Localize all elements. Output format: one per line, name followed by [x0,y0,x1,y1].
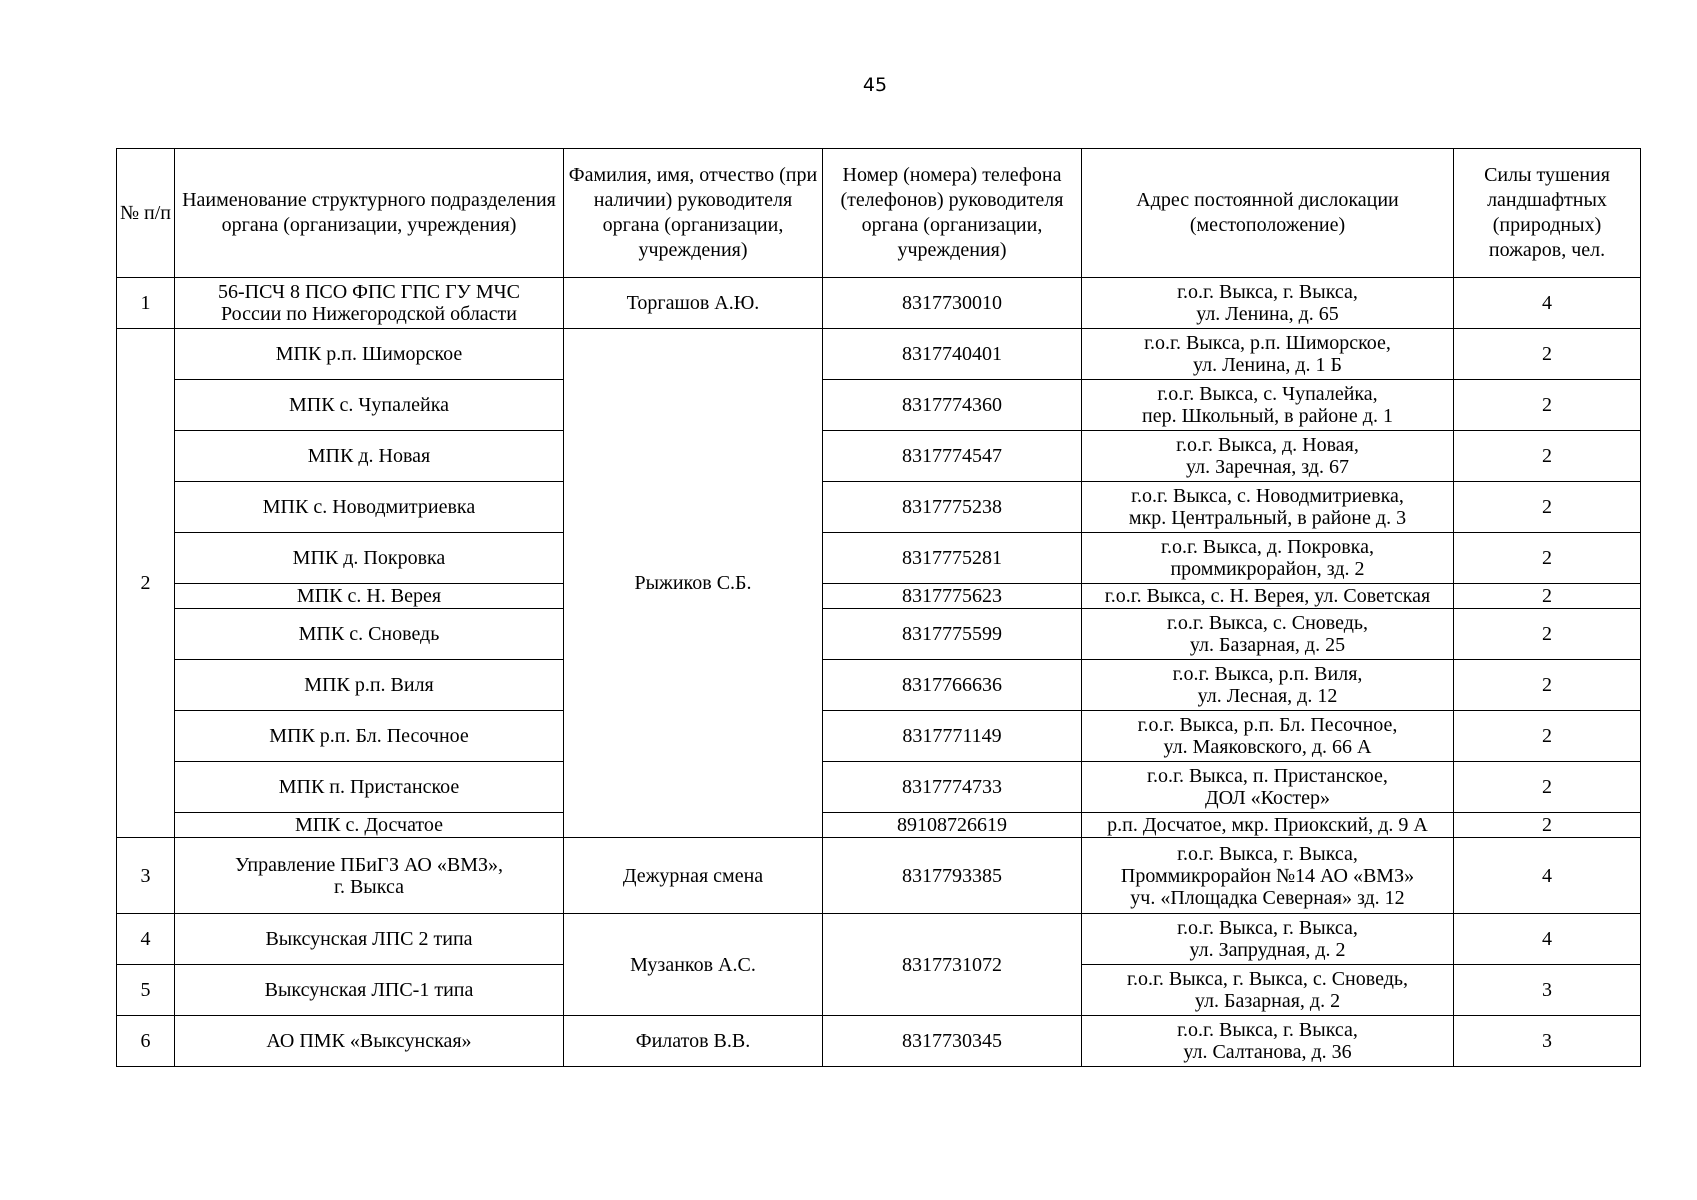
cell-phone: 8317775623 [823,584,1082,609]
cell-unit: Управление ПБиГЗ АО «ВМЗ», г. Выкса [175,838,564,914]
cell-phone: 8317740401 [823,329,1082,380]
header-unit: Наименование структурного подразделения органа (организации, учреждения) [175,149,564,278]
cell-phone: 8317774360 [823,380,1082,431]
cell-unit: АО ПМК «Выксунская» [175,1016,564,1067]
cell-forces: 2 [1454,609,1641,660]
cell-forces: 2 [1454,533,1641,584]
cell-unit: МПК с. Новодмитриевка [175,482,564,533]
table-row [117,584,1641,609]
header-forces: Силы тушения ландшафтных (природных) пожаров, чел. [1454,149,1641,278]
cell-phone: 8317771149 [823,711,1082,762]
cell-phone: 8317730010 [823,278,1082,329]
cell-phone: 8317774547 [823,431,1082,482]
cell-forces: 2 [1454,660,1641,711]
header-address: Адрес постоянной дислокации (местоположение) [1082,149,1454,278]
cell-unit: МПК с. Сноведь [175,609,564,660]
fire-units-table [116,148,1641,1067]
cell-phone: 8317730345 [823,1016,1082,1067]
cell-num: 2 [117,329,175,838]
cell-num: 1 [117,278,175,329]
cell-forces: 2 [1454,482,1641,533]
cell-address: г.о.г. Выкса, с. Сноведь, ул. Базарная, д. 25 [1082,609,1454,660]
cell-address: г.о.г. Выкса, д. Новая, ул. Заречная, зд. 67 [1082,431,1454,482]
table-row [117,660,1641,711]
table-row [117,278,1641,329]
cell-address: г.о.г. Выкса, р.п. Шиморское, ул. Ленина, д. 1 Б [1082,329,1454,380]
cell-forces: 2 [1454,711,1641,762]
table-row [117,431,1641,482]
cell-unit: МПК с. Чупалейка [175,380,564,431]
cell-forces: 4 [1454,278,1641,329]
cell-forces: 2 [1454,431,1641,482]
cell-address: г.о.г. Выкса, г. Выкса, Проммикрорайон №14 АО «ВМЗ» уч. «Площадка Северная» зд. 12 [1082,838,1454,914]
cell-forces: 2 [1454,329,1641,380]
cell-phone: 8317775599 [823,609,1082,660]
cell-address: г.о.г. Выкса, р.п. Бл. Песочное, ул. Маяковского, д. 66 А [1082,711,1454,762]
cell-num: 6 [117,1016,175,1067]
cell-address: р.п. Досчатое, мкр. Приокский, д. 9 А [1082,813,1454,838]
cell-phone: 8317774733 [823,762,1082,813]
table-row [117,1016,1641,1067]
cell-address: г.о.г. Выкса, д. Покровка, проммикрорайон, зд. 2 [1082,533,1454,584]
table-row [117,914,1641,965]
cell-forces: 2 [1454,813,1641,838]
cell-forces: 3 [1454,965,1641,1016]
cell-forces: 3 [1454,1016,1641,1067]
cell-head: Дежурная смена [564,838,823,914]
cell-unit: 56-ПСЧ 8 ПСО ФПС ГПС ГУ МЧС России по Нижегородской области [175,278,564,329]
cell-forces: 2 [1454,762,1641,813]
cell-address: г.о.г. Выкса, г. Выкса, ул. Ленина, д. 65 [1082,278,1454,329]
cell-forces: 4 [1454,838,1641,914]
cell-phone: 8317766636 [823,660,1082,711]
cell-unit: МПК д. Новая [175,431,564,482]
cell-unit: Выксунская ЛПС-1 типа [175,965,564,1016]
cell-forces: 4 [1454,914,1641,965]
cell-phone: 8317775238 [823,482,1082,533]
cell-address: г.о.г. Выкса, г. Выкса, ул. Салтанова, д. 36 [1082,1016,1454,1067]
header-num: № п/п [117,149,175,278]
table-row [117,711,1641,762]
cell-num: 3 [117,838,175,914]
cell-forces: 2 [1454,584,1641,609]
cell-forces: 2 [1454,380,1641,431]
header-phone: Номер (номера) телефона (телефонов) руководителя органа (организации, учреждения) [823,149,1082,278]
table-row [117,380,1641,431]
cell-phone: 8317731072 [823,914,1082,1016]
cell-unit: МПК р.п. Шиморское [175,329,564,380]
cell-head: Рыжиков С.Б. [564,329,823,838]
table-header-row [117,149,1641,278]
table-row [117,609,1641,660]
cell-unit: МПК с. Н. Верея [175,584,564,609]
cell-phone: 8317775281 [823,533,1082,584]
cell-num: 5 [117,965,175,1016]
cell-address: г.о.г. Выкса, г. Выкса, с. Сноведь, ул. Базарная, д. 2 [1082,965,1454,1016]
cell-address: г.о.г. Выкса, п. Пристанское, ДОЛ «Костер» [1082,762,1454,813]
cell-address: г.о.г. Выкса, с. Новодмитриевка, мкр. Центральный, в районе д. 3 [1082,482,1454,533]
cell-unit: МПК р.п. Виля [175,660,564,711]
cell-address: г.о.г. Выкса, с. Н. Верея, ул. Советская [1082,584,1454,609]
table-row [117,482,1641,533]
table-row [117,329,1641,380]
cell-head: Филатов В.В. [564,1016,823,1067]
header-head: Фамилия, имя, отчество (при наличии) руководителя органа (организации, учреждения) [564,149,823,278]
cell-phone: 89108726619 [823,813,1082,838]
cell-address: г.о.г. Выкса, с. Чупалейка, пер. Школьный, в районе д. 1 [1082,380,1454,431]
cell-unit: Выксунская ЛПС 2 типа [175,914,564,965]
table-row [117,838,1641,914]
cell-address: г.о.г. Выкса, г. Выкса, ул. Запрудная, д. 2 [1082,914,1454,965]
page-number: 45 [862,74,888,96]
cell-num: 4 [117,914,175,965]
cell-unit: МПК д. Покровка [175,533,564,584]
cell-head: Торгашов А.Ю. [564,278,823,329]
table-row [117,813,1641,838]
cell-phone: 8317793385 [823,838,1082,914]
cell-unit: МПК п. Пристанское [175,762,564,813]
cell-head: Музанков А.С. [564,914,823,1016]
table-row [117,762,1641,813]
cell-address: г.о.г. Выкса, р.п. Виля, ул. Лесная, д. 12 [1082,660,1454,711]
cell-unit: МПК с. Досчатое [175,813,564,838]
table-row [117,533,1641,584]
cell-unit: МПК р.п. Бл. Песочное [175,711,564,762]
